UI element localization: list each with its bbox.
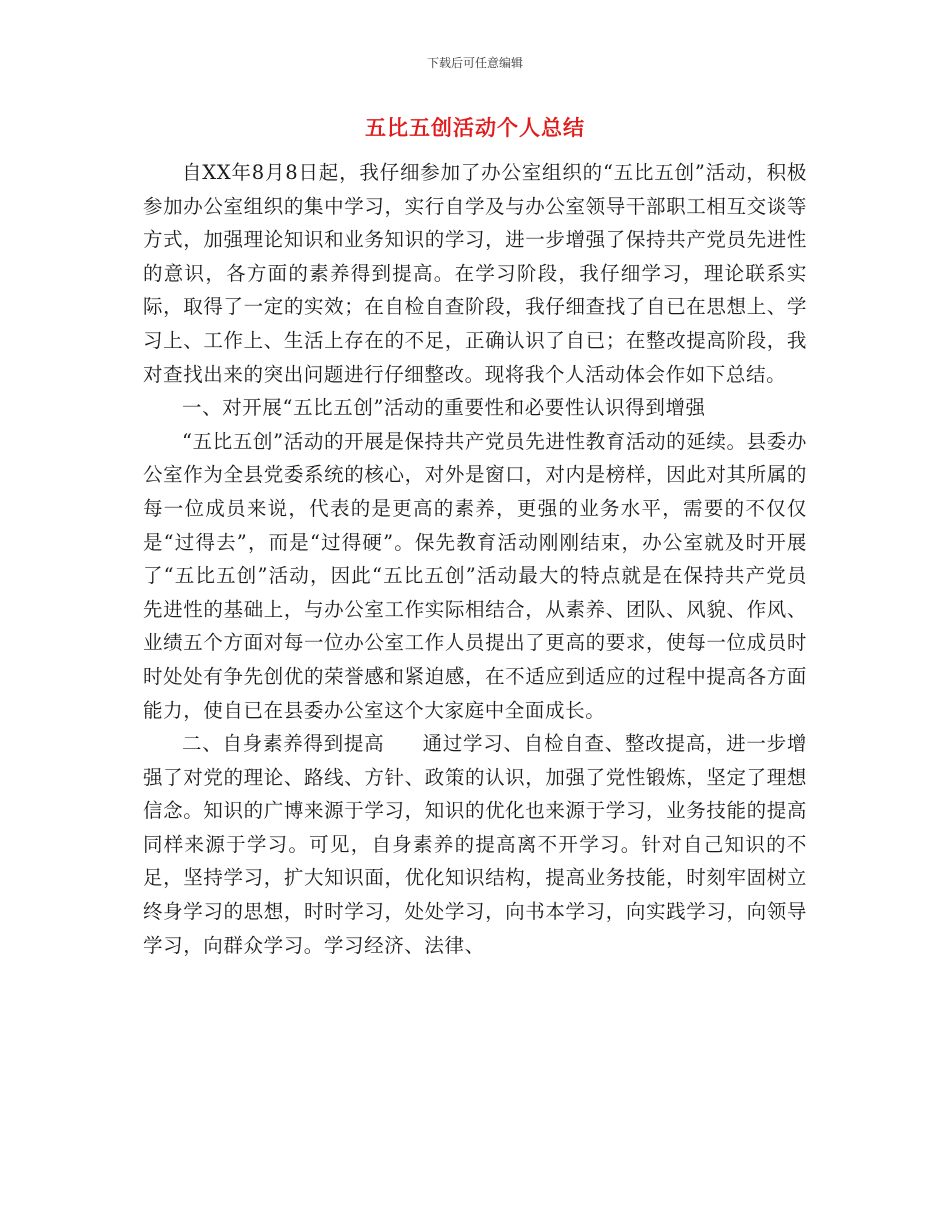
header-note: 下载后可任意编辑 <box>426 56 523 70</box>
paragraph-section-1: “五比五创”活动的开展是保持共产党员先进性教育活动的延续。县委办公室作为全县党委系统的核心，对外是窗口，对内是榜样，因此对其所属的每一位成员来说，代表的是更高的素养，更强的业务水平，需要的不仅仅是“过得去”，而是“过得硬”。保先教育活动刚刚结束，办公室就及时开展了“五比五创”活动，因此“五比五创”活动最大的特点就是在保持共产党员先进性的基础上，与办公室工作实际相结合，从素养、团队、风貌、作风、业绩五个方面对每一位办公室工作人员提出了更高的要求，使每一位成员时时处处有争先创优的荣誉感和紧迫感，在不适应到适应的过程中提高各方面能力，使自已在县委办公室这个大家庭中全面成长。 <box>143 429 807 722</box>
section-heading-1: 一、对开展“五比五创”活动的重要性和必要性认识得到增强 <box>182 396 706 420</box>
section-2-text: 通过学习、自检自查、整改提高，进一步增强了对党的理论、路线、方针、政策的认识，加强了党性锻炼，坚定了理想信念。知识的广博来源于学习，知识的优化也来源于学习，业务技能的提高同样来源于学习。可见，自身素养的提高离不开学习。针对自己知识的不足，坚持学习，扩大知识面，优化知识结构，提高业务技能，时刻牢固树立终身学习的思想，时时学习，处处学习，向书本学习，向实践学习，向领导学习，向群众学习。学习经济、法律、 <box>143 732 807 957</box>
document-title: 五比五创活动个人总结 <box>365 116 585 140</box>
document-body <box>143 156 807 962</box>
paragraph-intro: 自XX年8月8日起，我仔细参加了办公室组织的“五比五创”活动，积极参加办公室组织的集中学习，实行自学及与办公室领导干部职工相互交谈等方式，加强理论知识和业务知识的学习，进一步增强了保持共产党员先进性的意识，各方面的素养得到提高。在学习阶段，我仔细学习，理论联系实际，取得了一定的实效；在自检自查阶段，我仔细查找了自已在思想上、学习上、工作上、生活上存在的不足，正确认识了自已；在整改提高阶段，我对查找出来的突出问题进行仔细整改。现将我个人活动体会作如下总结。 <box>143 161 807 386</box>
paragraph-section-2 <box>143 727 807 962</box>
section-heading-2: 二、自身素养得到提高 <box>182 732 385 756</box>
